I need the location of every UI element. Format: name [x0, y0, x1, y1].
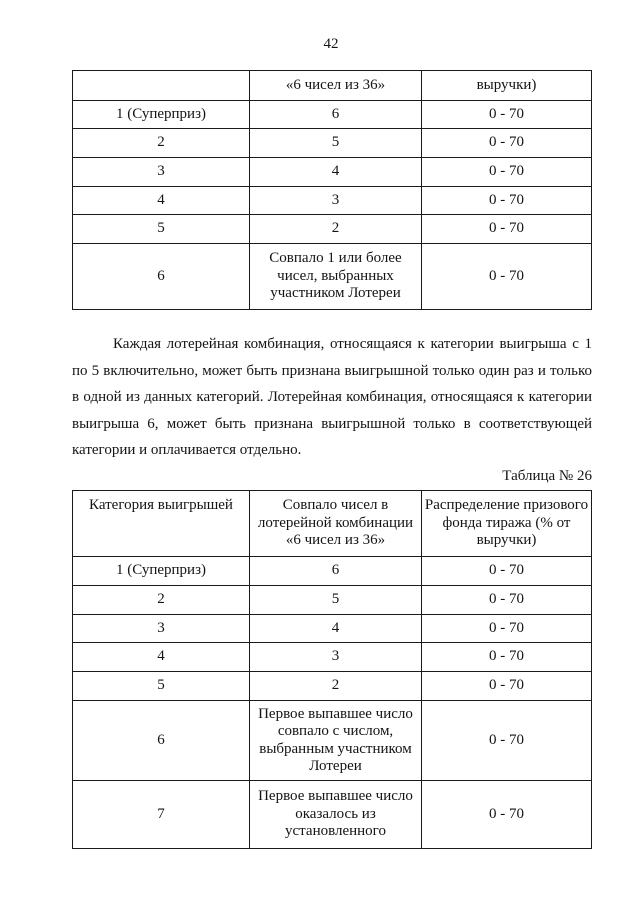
table-caption: Таблица № 26	[502, 468, 592, 484]
table-row	[73, 643, 592, 672]
table-row	[73, 101, 592, 129]
paragraph-line: Каждая лотерейная комбинация, относящаяся к категории выигрыша с 1	[113, 336, 592, 352]
cell-category: 1 (Суперприз)	[73, 557, 250, 586]
header-cell-category: Категория выигрышей	[73, 491, 250, 557]
table-row	[73, 129, 592, 158]
cell-category: 3	[73, 615, 250, 643]
cell-category: 7	[73, 781, 250, 849]
header-cell-matched: Совпало чисел в лотерейной комбинации «6 чисел из 36»	[250, 491, 422, 557]
cell-matched-count: 4	[250, 615, 422, 643]
cell-category: 6	[73, 701, 250, 781]
cell-category: 6	[73, 244, 250, 310]
table-header-row	[73, 491, 592, 557]
table-row	[73, 781, 592, 849]
header-cell-share: выручки)	[422, 71, 592, 101]
cell-matched-count: 4	[250, 158, 422, 187]
table-header-row	[73, 71, 592, 101]
cell-prize-share: 0 - 70	[422, 615, 592, 643]
cell-prize-share: 0 - 70	[422, 586, 592, 615]
cell-prize-share: 0 - 70	[422, 129, 592, 158]
table-row	[73, 187, 592, 215]
cell-prize-share: 0 - 70	[422, 701, 592, 781]
cell-prize-share: 0 - 70	[422, 101, 592, 129]
header-cell-category	[73, 71, 250, 101]
cell-category: 2	[73, 129, 250, 158]
table-row	[73, 615, 592, 643]
cell-prize-share: 0 - 70	[422, 187, 592, 215]
cell-matched-count: 5	[250, 586, 422, 615]
cell-prize-share: 0 - 70	[422, 781, 592, 849]
paragraph-line: в одной из данных категорий. Лотерейная комбинация, относящаяся к категории	[72, 389, 592, 405]
table-row	[73, 244, 592, 310]
cell-matched-count: 6	[250, 557, 422, 586]
paragraph-line: выигрыша 6, может быть признана выигрышной только в соответствующей	[72, 415, 592, 432]
table-row	[73, 701, 592, 781]
cell-category: 5	[73, 672, 250, 701]
cell-matched-count: 2	[250, 215, 422, 244]
cell-prize-share: 0 - 70	[422, 643, 592, 672]
cell-matched-count: Совпало 1 или более чисел, выбранных участником Лотереи	[250, 244, 422, 310]
table-row	[73, 672, 592, 701]
header-cell-matched: «6 чисел из 36»	[250, 71, 422, 101]
table-row	[73, 215, 592, 244]
cell-matched-count: 5	[250, 129, 422, 158]
table-row	[73, 557, 592, 586]
cell-category: 4	[73, 187, 250, 215]
cell-matched-count: 3	[250, 643, 422, 672]
cell-category: 2	[73, 586, 250, 615]
cell-prize-share: 0 - 70	[422, 672, 592, 701]
cell-category: 5	[73, 215, 250, 244]
cell-matched-count: 3	[250, 187, 422, 215]
page-number: 42	[323, 36, 339, 52]
cell-prize-share: 0 - 70	[422, 557, 592, 586]
header-cell-share: Распределение призового фонда тиража (% от выручки)	[422, 491, 592, 557]
cell-matched-count: 6	[250, 101, 422, 129]
prize-table-26	[72, 490, 592, 849]
paragraph-line: по 5 включительно, может быть признана выигрышной только один раз и только	[72, 362, 592, 379]
table-row	[73, 586, 592, 615]
prize-table-continued	[72, 70, 592, 310]
cell-matched-count: Первое выпавшее число совпало с числом, выбранным участником Лотереи	[250, 701, 422, 781]
cell-prize-share: 0 - 70	[422, 244, 592, 310]
cell-matched-count: Первое выпавшее число оказалось из установленного	[250, 781, 422, 849]
cell-category: 1 (Суперприз)	[73, 101, 250, 129]
cell-prize-share: 0 - 70	[422, 215, 592, 244]
paragraph-line: категории и оплачивается отдельно.	[72, 442, 302, 458]
cell-matched-count: 2	[250, 672, 422, 701]
cell-category: 3	[73, 158, 250, 187]
cell-category: 4	[73, 643, 250, 672]
cell-prize-share: 0 - 70	[422, 158, 592, 187]
table-row	[73, 158, 592, 187]
